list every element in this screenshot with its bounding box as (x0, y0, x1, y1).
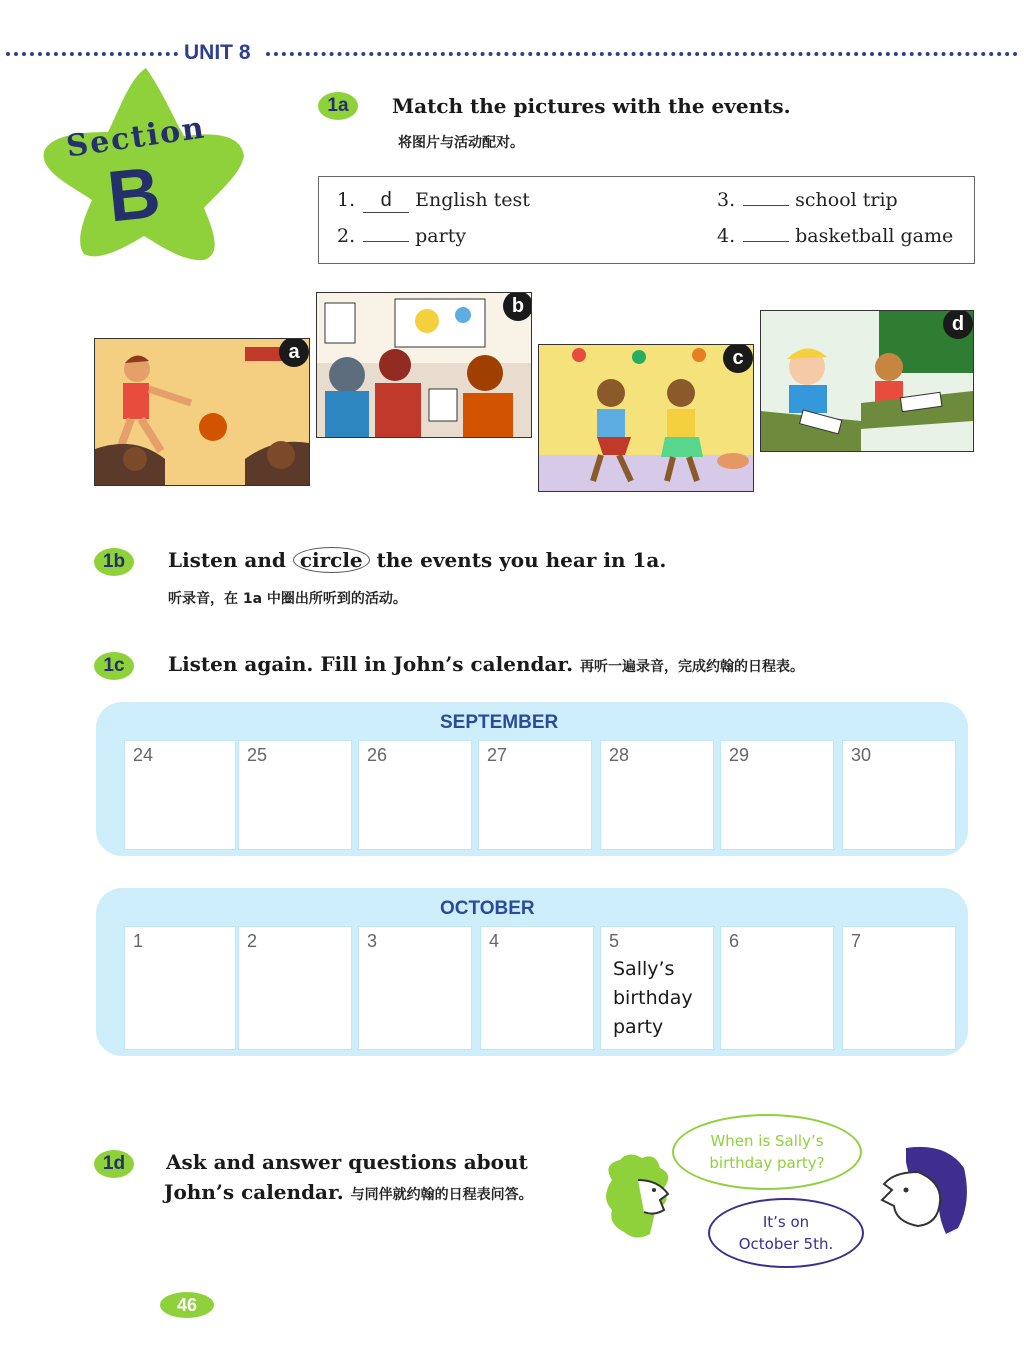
event-label: school trip (795, 189, 898, 211)
section-word: Section (64, 110, 208, 165)
ex1b-subtitle-cn: 听录音，在 1a 中圈出所听到的活动。 (168, 591, 407, 607)
day-number: 4 (489, 931, 500, 951)
calendar-day-cell[interactable] (478, 740, 592, 850)
section-letter: B (103, 152, 165, 238)
day-number: 26 (367, 745, 388, 765)
ex1c-title (168, 652, 804, 676)
ex1d-line1: Ask and answer questions about (166, 1150, 528, 1174)
boy-speaker-icon (876, 1142, 972, 1246)
header-dots-left (6, 52, 178, 56)
girl-speaker-icon (598, 1150, 682, 1242)
picture-d-test (760, 310, 974, 452)
calendar-day-cell[interactable] (600, 740, 714, 850)
calendar-day-cell[interactable] (720, 740, 834, 850)
speech-bubble-question (672, 1114, 862, 1190)
speech-bubble-answer (708, 1198, 864, 1268)
note-line: Sally’s (613, 958, 675, 980)
calendar-day-cell[interactable] (124, 926, 236, 1050)
event-label: English test (415, 189, 530, 211)
item-number: 2. (337, 225, 356, 247)
calendar-note (613, 955, 723, 1042)
calendar-september-title: SEPTEMBER (440, 712, 559, 733)
ex1d-line2-en: John’s calendar. (164, 1180, 344, 1204)
day-number: 25 (247, 745, 268, 765)
unit-label: UNIT 8 (184, 41, 251, 64)
item-number: 4. (717, 225, 736, 247)
circled-word: circle (293, 547, 370, 573)
day-number: 30 (851, 745, 872, 765)
answer-blank[interactable] (743, 241, 789, 242)
page-number: 46 (160, 1292, 214, 1318)
day-number: 3 (367, 931, 378, 951)
day-number: 5 (609, 931, 620, 951)
match-item-4 (717, 225, 953, 247)
picture-letter-a: a (279, 338, 309, 367)
note-line: party (613, 1016, 664, 1038)
calendar-day-cell[interactable] (720, 926, 834, 1050)
ex1b-title-pre: Listen and (168, 548, 286, 572)
calendar-day-cell[interactable] (124, 740, 236, 850)
ex1d-line2-cn: 与同伴就约翰的日程表问答。 (350, 1187, 533, 1203)
ex1a-title: Match the pictures with the events. (392, 94, 791, 118)
ex1d-line2 (164, 1180, 533, 1204)
day-number: 1 (133, 931, 144, 951)
day-number: 6 (729, 931, 740, 951)
question-line: When is Sally’s (710, 1132, 824, 1150)
item-number: 1. (337, 189, 356, 211)
calendar-day-cell[interactable] (842, 740, 956, 850)
calendar-day-cell[interactable] (358, 926, 472, 1050)
day-number: 27 (487, 745, 508, 765)
calendar-day-cell[interactable] (480, 926, 594, 1050)
note-line: birthday (613, 987, 693, 1009)
item-number: 3. (717, 189, 736, 211)
match-item-2 (337, 225, 466, 247)
calendar-day-cell-filled[interactable] (600, 926, 714, 1050)
header-dots-right (266, 52, 1018, 56)
ex1b-title-post: the events you hear in 1a. (376, 548, 667, 572)
day-number: 29 (729, 745, 750, 765)
calendar-day-cell[interactable] (238, 740, 352, 850)
event-label: party (415, 225, 467, 247)
answer-blank[interactable] (743, 205, 789, 206)
ex1b-title (168, 548, 666, 572)
day-number: 24 (133, 745, 154, 765)
calendar-day-cell[interactable] (358, 740, 472, 850)
picture-letter-c: c (723, 344, 753, 373)
ex1c-title-cn: 再听一遍录音，完成约翰的日程表。 (580, 659, 805, 675)
picture-letter-b: b (503, 292, 532, 321)
badge-1d: 1d (94, 1150, 134, 1178)
match-box (318, 176, 975, 264)
answer-blank[interactable]: d (363, 189, 409, 213)
answer-blank[interactable] (363, 241, 409, 242)
day-number: 7 (851, 931, 862, 951)
event-label: basketball game (795, 225, 954, 247)
ex1c-title-en: Listen again. Fill in John’s calendar. (168, 652, 574, 676)
picture-c-party (538, 344, 754, 492)
calendar-october-title: OCTOBER (440, 898, 535, 919)
badge-1b: 1b (94, 548, 134, 576)
match-item-3 (717, 189, 898, 211)
picture-letter-d: d (943, 310, 973, 339)
badge-1c: 1c (94, 652, 134, 680)
basketball-scene-icon (95, 339, 309, 485)
calendar-day-cell[interactable] (238, 926, 352, 1050)
answer-line: It’s on (762, 1213, 810, 1231)
english-test-scene-icon (761, 311, 973, 451)
question-line: birthday party? (709, 1154, 825, 1172)
day-number: 28 (609, 745, 630, 765)
ex1a-subtitle-cn: 将图片与活动配对。 (398, 135, 524, 151)
answer-line: October 5th. (738, 1235, 834, 1253)
party-scene-icon (539, 345, 753, 491)
badge-1a: 1a (318, 92, 358, 120)
picture-a-basketball (94, 338, 310, 486)
calendar-day-cell[interactable] (842, 926, 956, 1050)
match-item-1 (337, 189, 530, 213)
picture-b-trip (316, 292, 532, 438)
day-number: 2 (247, 931, 258, 951)
school-trip-scene-icon (317, 293, 531, 437)
